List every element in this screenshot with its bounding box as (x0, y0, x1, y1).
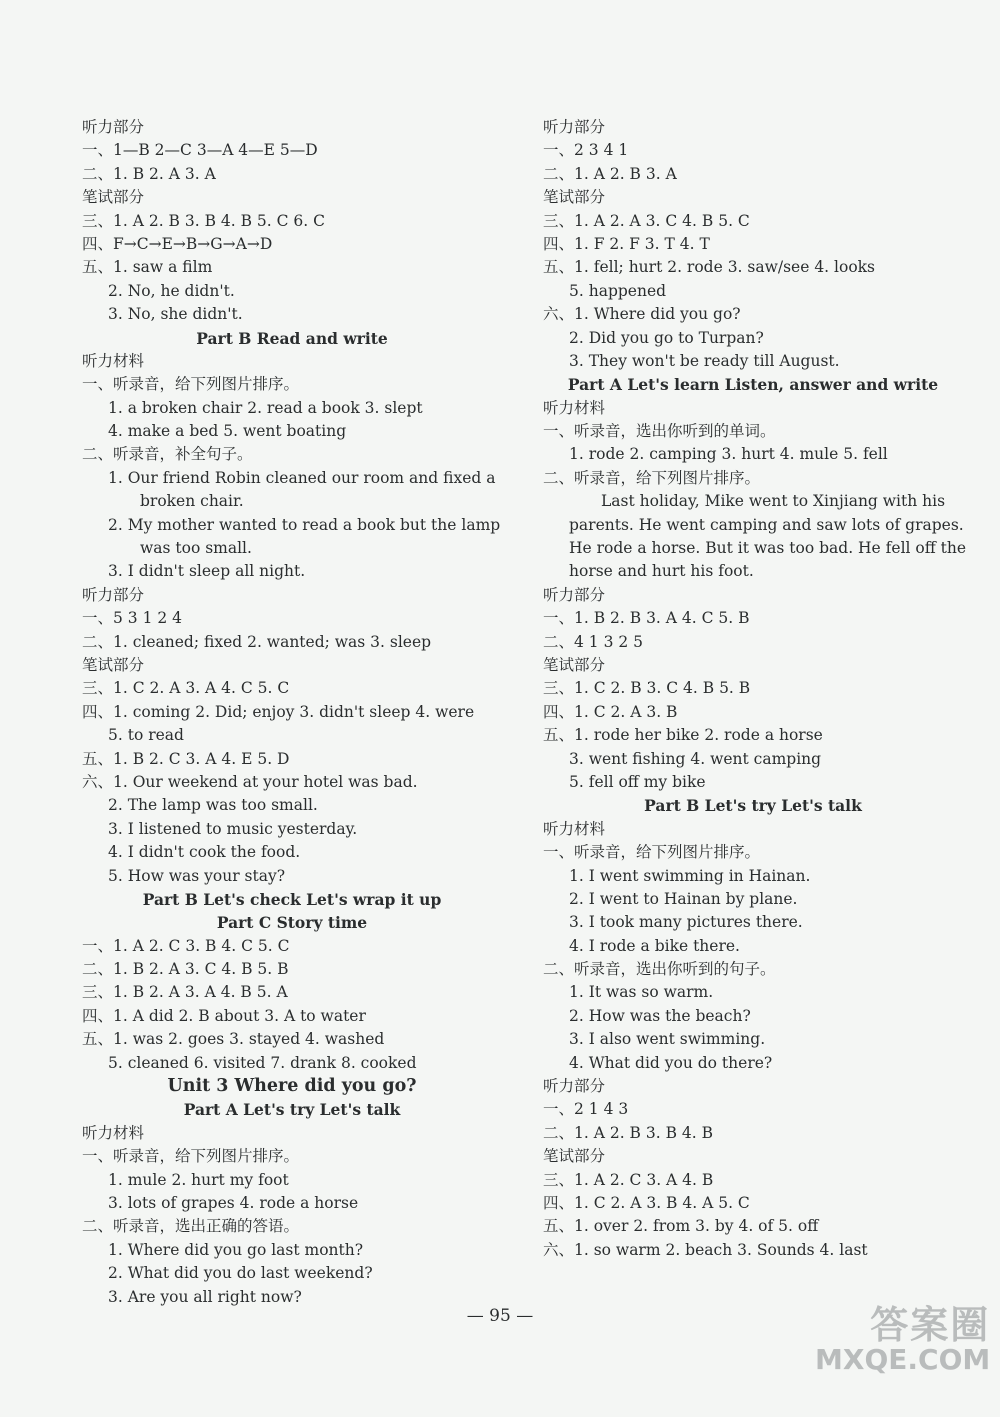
answer-line: 五、1. was 2. goes 3. stayed 4. washed (82, 1030, 385, 1049)
answer-line: 二、1. B 2. A 3. C 4. B 5. B (82, 960, 289, 979)
answer-line: 3. I didn't sleep all night. (108, 562, 306, 581)
answer-line: 听力部分 (543, 1077, 606, 1096)
answer-line: 2. Did you go to Turpan? (569, 328, 764, 347)
answer-line: 1. a broken chair 2. read a book 3. slept (108, 398, 423, 417)
answer-line: 2. I went to Hainan by plane. (569, 889, 798, 908)
answer-line: 4. What did you do there? (569, 1053, 773, 1072)
section-heading: Unit 3 Where did you go? (167, 1076, 417, 1097)
answer-line: 四、1. C 2. A 3. B (543, 702, 678, 721)
answer-line: 听力材料 (543, 819, 606, 838)
answer-line: 笔试部分 (82, 655, 145, 674)
answer-line: 听力材料 (543, 398, 606, 417)
answer-line: 5. fell off my bike (569, 772, 706, 791)
answer-line: 二、听录音，选出正确的答语。 (82, 1217, 300, 1236)
section-heading: Part B Let's try Let's talk (644, 796, 862, 816)
answer-line: 2. My mother wanted to read a book but the lamp (108, 515, 501, 534)
answer-line: 听力部分 (82, 118, 145, 136)
answer-line: 二、听录音，给下列图片排序。 (543, 468, 761, 487)
answer-line: 2. What did you do last weekend? (108, 1264, 373, 1283)
answer-line: 五、1. rode her bike 2. rode a horse (543, 726, 823, 745)
answer-line: parents. He went camping and saw lots of grapes. (569, 515, 964, 534)
answer-line: 三、1. A 2. A 3. C 4. B 5. C (543, 211, 750, 230)
answer-line: 5. to read (108, 726, 184, 745)
answer-line: 一、2 3 4 1 (543, 141, 629, 160)
answer-line: 五、1. saw a film (82, 258, 213, 277)
answer-line: 3. No, she didn't. (108, 305, 243, 324)
answer-line: 四、F→C→E→B→G→A→D (82, 234, 273, 253)
answer-line: 听力材料 (82, 1123, 145, 1142)
right-column (543, 116, 967, 1262)
answer-line: 一、1. A 2. C 3. B 4. C 5. C (82, 936, 290, 955)
answer-line: 六、1. Our weekend at your hotel was bad. (82, 772, 418, 791)
answer-line: 3. I also went swimming. (569, 1030, 766, 1049)
answer-line: 1. Our friend Robin cleaned our room and fixed a (108, 468, 496, 487)
answer-line: 笔试部分 (82, 188, 145, 207)
answer-line: 二、1. A 2. B 3. B 4. B (543, 1123, 714, 1142)
left-column (82, 116, 502, 1309)
answer-line: 二、1. cleaned; fixed 2. wanted; was 3. sleep (82, 632, 432, 651)
answer-line: 六、1. Where did you go? (543, 305, 741, 324)
answer-line: 五、1. over 2. from 3. by 4. of 5. off (543, 1217, 819, 1236)
answer-line: 笔试部分 (543, 655, 606, 674)
answer-line: 3. I listened to music yesterday. (108, 819, 358, 838)
answer-line: 二、1. A 2. B 3. A (543, 164, 677, 183)
answer-line: 三、1. C 2. B 3. C 4. B 5. B (543, 679, 751, 698)
answer-line: 四、1. coming 2. Did; enjoy 3. didn't sleep 4. were (82, 702, 475, 721)
answer-line: 四、1. A did 2. B about 3. A to water (82, 1006, 366, 1025)
answer-line: 1. I went swimming in Hainan. (569, 866, 811, 885)
answer-line: broken chair. (140, 492, 244, 511)
answer-line: 3. lots of grapes 4. rode a horse (108, 1193, 359, 1212)
watermark-logo (815, 1305, 990, 1375)
answer-line: 一、听录音，选出你听到的单词。 (543, 422, 776, 441)
answer-line: 五、1. B 2. C 3. A 4. E 5. D (82, 749, 290, 768)
answer-line: 一、听录音，给下列图片排序。 (82, 375, 300, 394)
answer-line: 1. Where did you go last month? (108, 1240, 364, 1259)
answer-line: 一、2 1 4 3 (543, 1100, 629, 1119)
answer-line: 4. I rode a bike there. (569, 936, 740, 955)
answer-line: 二、1. B 2. A 3. A (82, 164, 216, 183)
section-heading: Part B Read and write (196, 328, 388, 348)
answer-line: 听力部分 (543, 118, 606, 136)
answer-line: 五、1. fell; hurt 2. rode 3. saw/see 4. looks (543, 258, 876, 277)
answer-line: 一、1. B 2. B 3. A 4. C 5. B (543, 609, 750, 628)
answer-line: 三、1. A 2. C 3. A 4. B (543, 1170, 714, 1189)
answer-line: 二、4 1 3 2 5 (543, 632, 644, 651)
answer-line: 三、1. B 2. A 3. A 4. B 5. A (82, 983, 288, 1002)
answer-line: 四、1. F 2. F 3. T 4. T (543, 234, 710, 253)
answer-line: 2. How was the beach? (569, 1006, 751, 1025)
answer-line: 4. I didn't cook the food. (108, 843, 301, 862)
answer-line: 4. make a bed 5. went boating (108, 422, 347, 441)
answer-line: 3. Are you all right now? (108, 1287, 302, 1306)
answer-line: 三、1. C 2. A 3. A 4. C 5. C (82, 679, 290, 698)
answer-line: 一、听录音，给下列图片排序。 (82, 1147, 300, 1166)
answer-line: 1. rode 2. camping 3. hurt 4. mule 5. fell (569, 445, 888, 464)
answer-line: 四、1. C 2. A 3. B 4. A 5. C (543, 1193, 750, 1212)
section-heading: Part B Let's check Let's wrap it up (142, 889, 442, 909)
page-number: — 95 — (466, 1306, 534, 1326)
section-heading: Part A Let's learn Listen, answer and write (567, 375, 939, 395)
answer-line: 5. cleaned 6. visited 7. drank 8. cooked (108, 1053, 417, 1072)
watermark-title: 答案圈 (870, 1303, 991, 1347)
answer-line: 六、1. so warm 2. beach 3. Sounds 4. last (543, 1240, 868, 1259)
answer-line: 三、1. A 2. B 3. B 4. B 5. C 6. C (82, 211, 326, 230)
answer-line: 一、1—B 2—C 3—A 4—E 5—D (82, 141, 318, 160)
answer-line: 3. I took many pictures there. (569, 913, 803, 932)
answer-line: 一、5 3 1 2 4 (82, 609, 183, 628)
watermark-url: MXQE.COM (815, 1343, 991, 1376)
answer-line: 听力材料 (82, 351, 145, 370)
answer-line: 二、听录音，选出你听到的句子。 (543, 960, 776, 979)
answer-line: 5. happened (569, 281, 667, 300)
answer-line: 笔试部分 (543, 188, 606, 207)
answer-line: horse and hurt his foot. (569, 562, 754, 581)
answer-line: 听力部分 (82, 585, 145, 604)
answer-line: 二、听录音，补全句子。 (82, 445, 253, 464)
answer-line: 3. went fishing 4. went camping (569, 749, 822, 768)
answer-line: 听力部分 (543, 585, 606, 604)
answer-line: 2. No, he didn't. (108, 281, 235, 300)
answer-line: 5. How was your stay? (108, 866, 286, 885)
section-heading: Part A Let's try Let's talk (183, 1100, 401, 1120)
answer-line: He rode a horse. But it was too bad. He fell off the (569, 539, 967, 558)
section-heading: Part C Story time (216, 913, 368, 933)
answer-line: 1. mule 2. hurt my foot (108, 1170, 289, 1189)
answer-line: 一、听录音，给下列图片排序。 (543, 843, 761, 862)
answer-line: Last holiday, Mike went to Xinjiang with his (601, 492, 946, 511)
answer-line: was too small. (140, 539, 252, 558)
answer-line: 3. They won't be ready till August. (569, 351, 840, 370)
answer-line: 笔试部分 (543, 1147, 606, 1166)
answer-line: 1. It was so warm. (569, 983, 714, 1002)
answer-line: 2. The lamp was too small. (108, 796, 318, 815)
